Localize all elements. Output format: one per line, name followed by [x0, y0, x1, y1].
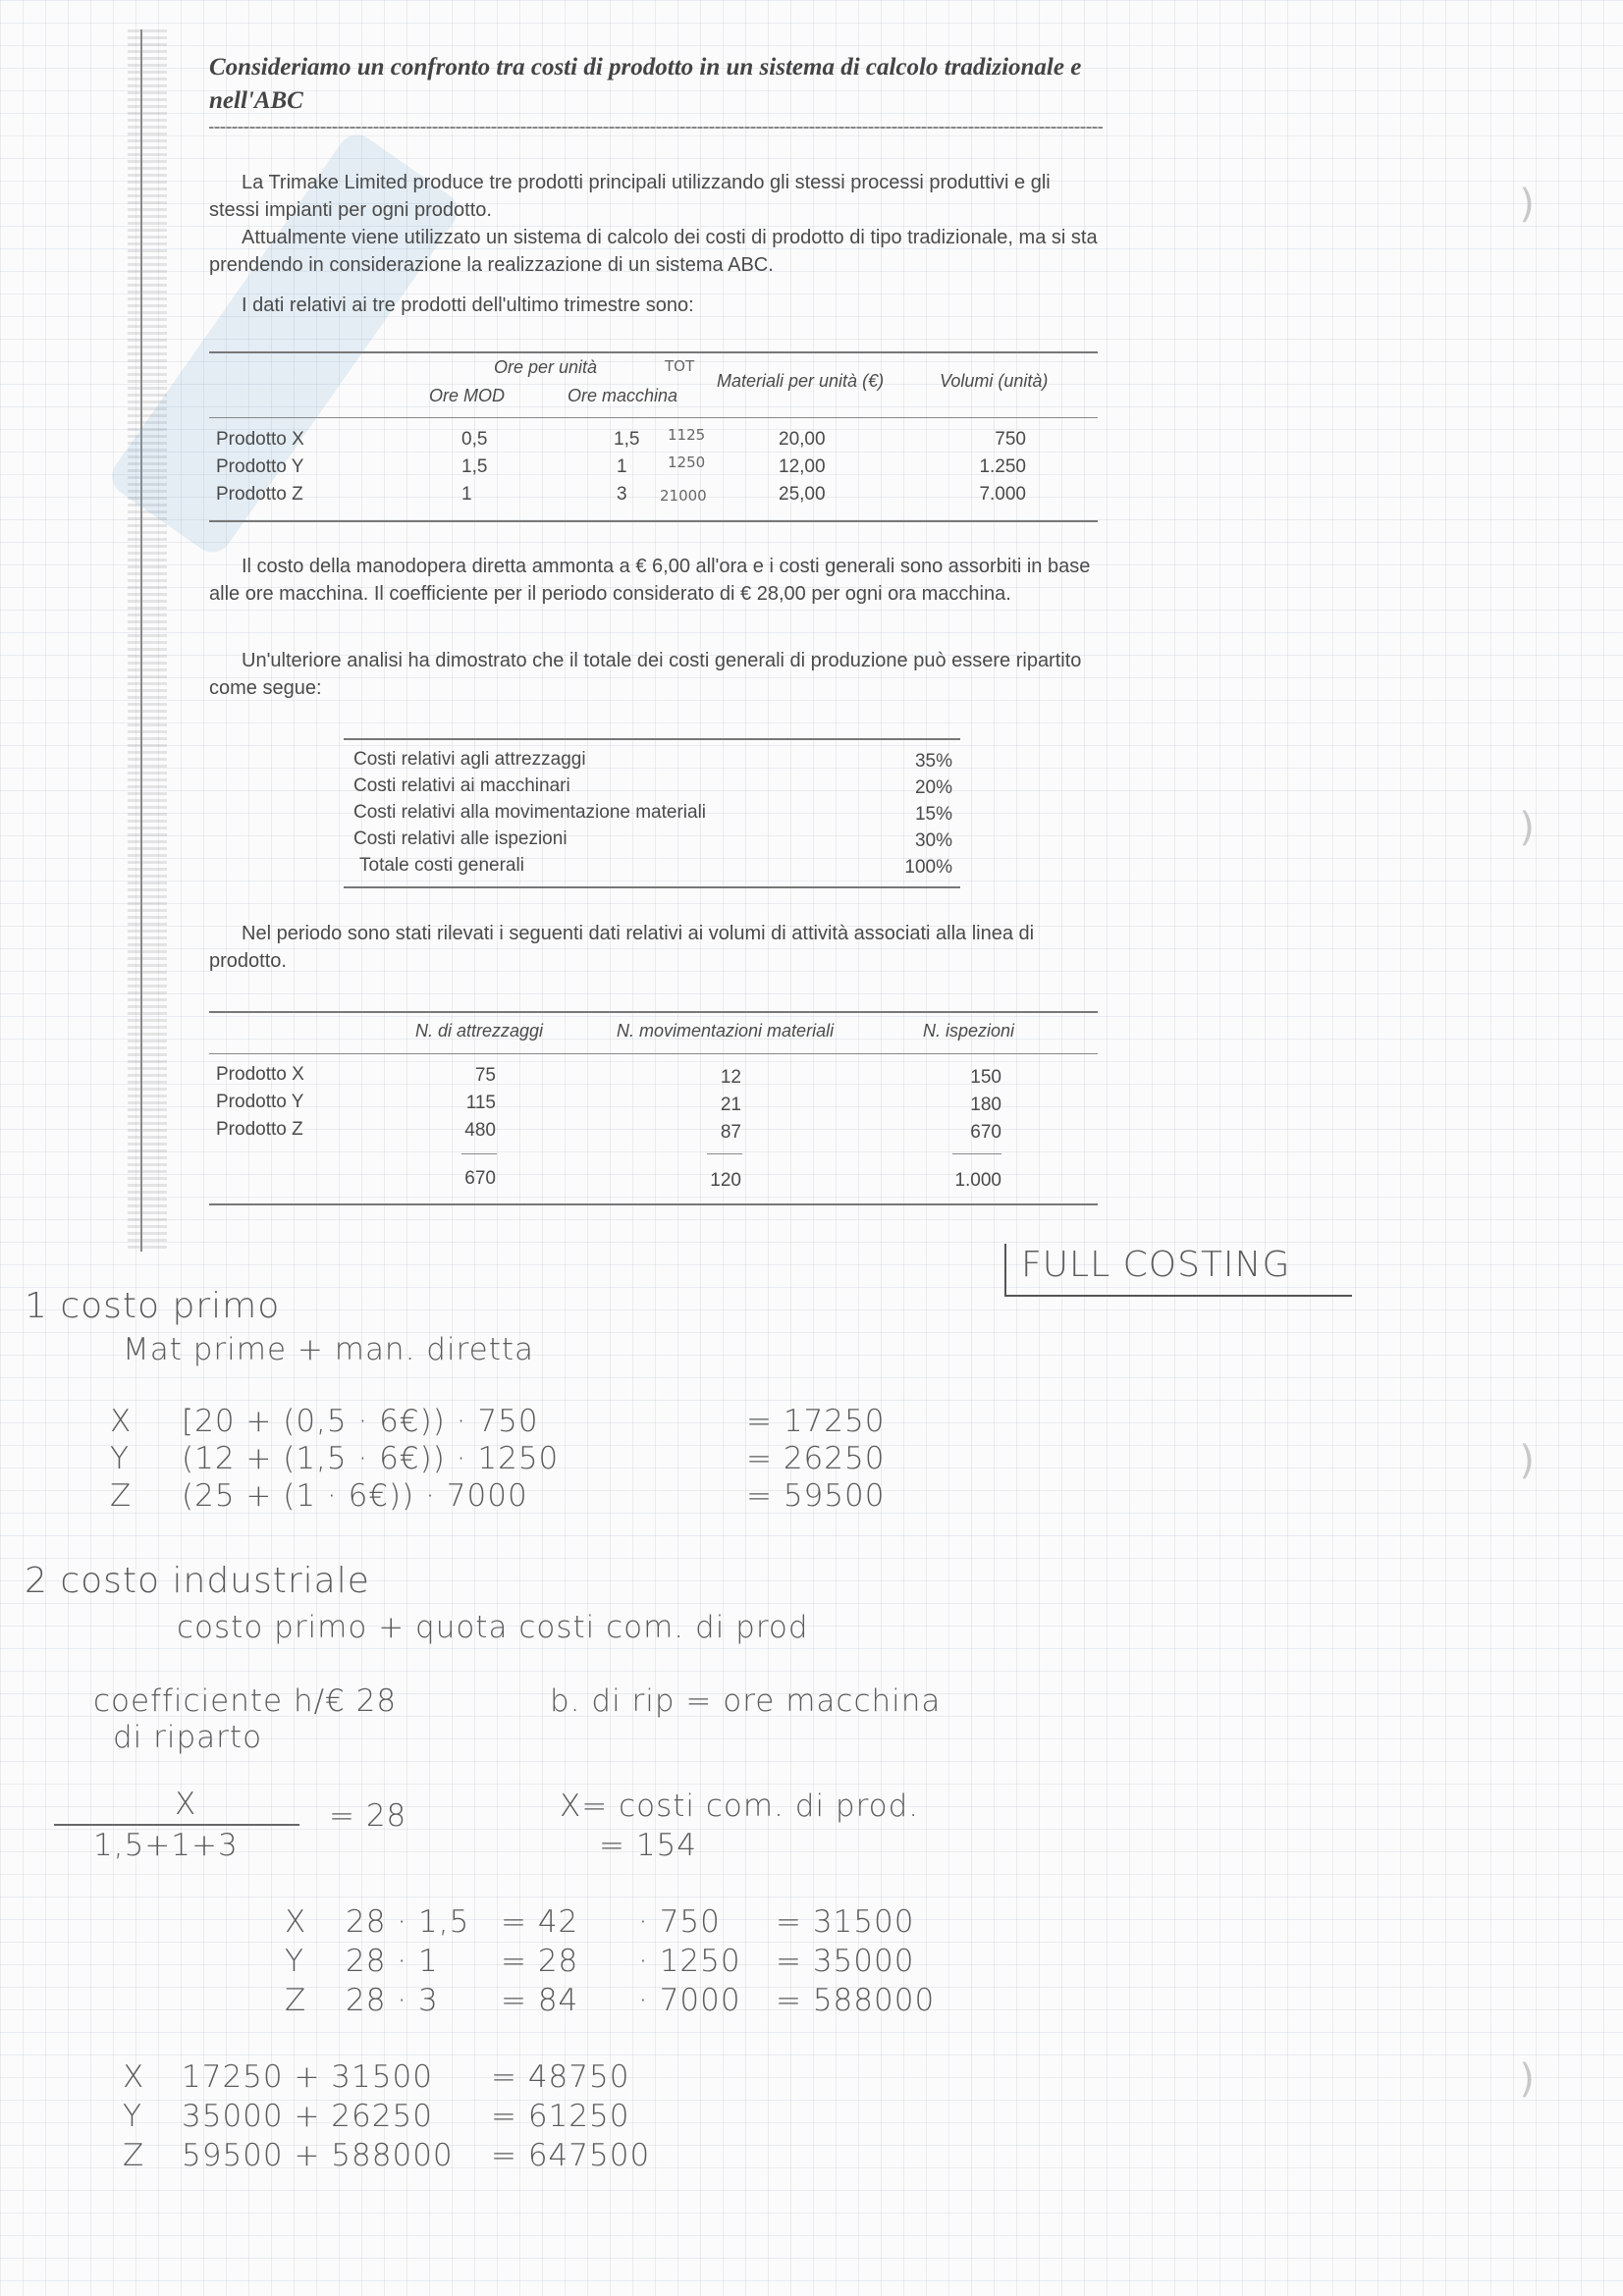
x-value: = 154: [599, 1828, 697, 1863]
table1-mod: 1: [461, 484, 472, 505]
intro-paragraph-2: Attualmente viene utilizzato un sistema di calcolo dei costi di prodotto di tipo tradizionale, ma si sta prendendo in considerazione la realizzazione di un sistema ABC.: [209, 227, 1098, 276]
product-letter: Y: [110, 1441, 130, 1476]
calc-result: = 31500: [776, 1904, 915, 1940]
table3-header-attrezzaggi: N. di attrezzaggi: [415, 1021, 544, 1041]
table2-value: 15%: [914, 804, 952, 825]
sum-result: = 61250: [491, 2099, 630, 2134]
calc-intermediate: = 84: [501, 1983, 579, 2018]
table1-group-header: Ore per unità: [494, 357, 598, 377]
table3-sum-rule-a: [461, 1153, 497, 1154]
intro-paragraph-1: La Trimake Limited produce tre prodotti principali utilizzando gli stessi processi produttivi e gli stessi impianti per ogni prodotto.: [209, 172, 1051, 221]
sum-expression: 59500 + 588000: [182, 2138, 454, 2173]
calc-multiplier: · 750: [638, 1904, 721, 1940]
calc-expression: (12 + (1,5 · 6€)) · 1250: [182, 1441, 560, 1476]
table3-sum-rule-i: [952, 1153, 1001, 1154]
calc-expression: (25 + (1 · 6€)) · 7000: [182, 1478, 528, 1514]
x-definition: X= costi com. di prod.: [560, 1789, 920, 1824]
bracket-mark-4: ): [1519, 2056, 1535, 2102]
table3-product-name: Prodotto X: [216, 1064, 304, 1085]
calc-expression: 28 · 3: [346, 1983, 439, 2018]
table3-product-name: Prodotto Y: [216, 1092, 304, 1112]
allocation-base-note: b. di rip = ore macchina: [550, 1683, 942, 1719]
calc-expression: 28 · 1,5: [346, 1904, 470, 1940]
table3-ispezioni: 670: [970, 1122, 1001, 1143]
table3-header-movimentazioni: N. movimentazioni materiali: [617, 1021, 835, 1041]
calc-multiplier: · 1250: [638, 1944, 741, 1979]
section2-subtitle: costo primo + quota costi com. di prod: [177, 1610, 809, 1645]
fraction-numerator: X: [175, 1787, 197, 1822]
bracket-mark-3: ): [1519, 1438, 1535, 1483]
pencil-note-y: 1250: [668, 454, 706, 471]
calc-result: = 35000: [776, 1944, 915, 1979]
table3-attrezzaggi: 115: [465, 1093, 496, 1113]
table1-top-rule: [209, 351, 1098, 353]
table3-sum-rule-m: [707, 1153, 742, 1154]
pencil-note-x: 1125: [668, 426, 706, 444]
product-letter: Z: [123, 2138, 145, 2173]
table2-label: Costi relativi alla movimentazione materiali: [353, 802, 707, 823]
table1-materiali: 12,00: [779, 456, 826, 477]
fraction-denominator: 1,5+1+3: [93, 1828, 239, 1863]
pencil-tot-note: TOT: [665, 357, 695, 375]
table3-ispezioni: 150: [970, 1067, 1001, 1088]
calc-result: = 588000: [776, 1983, 936, 2018]
activity-paragraph: Nel periodo sono stati rilevati i seguenti dati relativi ai volumi di attività associati alla linea di prodotto.: [209, 923, 1035, 972]
table1-product-name: Prodotto Y: [216, 456, 304, 477]
table3-bottom-rule: [209, 1203, 1098, 1205]
table1-volumi: 1.250: [979, 456, 1026, 477]
pencil-note-z: 21000: [660, 487, 707, 505]
table1-bottom-rule: [209, 520, 1098, 522]
table3-attrezzaggi: 75: [474, 1065, 496, 1086]
table1-volumi: 750: [995, 429, 1026, 450]
table1-header-rule: [209, 417, 1098, 418]
table3-movimentazioni: 87: [720, 1122, 741, 1143]
table3-header-ispezioni: N. ispezioni: [923, 1021, 1015, 1041]
table1-volumi: 7.000: [979, 484, 1026, 505]
product-letter: Z: [110, 1478, 133, 1514]
calc-expression: [20 + (0,5 · 6€)) · 750: [182, 1404, 539, 1439]
table3-total-attrezzaggi: 670: [464, 1168, 496, 1189]
calc-expression: 28 · 1: [346, 1944, 439, 1979]
calc-intermediate: = 42: [501, 1904, 579, 1940]
table1-header-materiali: Materiali per unità (€): [717, 371, 885, 391]
fraction-result: = 28: [329, 1798, 407, 1834]
table3-movimentazioni: 12: [720, 1067, 741, 1088]
table1-header-mod: Ore MOD: [429, 386, 506, 405]
table2-value: 20%: [914, 777, 952, 798]
table2-top-rule: [344, 738, 960, 740]
table2-label: Costi relativi agli attrezzaggi: [353, 749, 586, 770]
table2-bottom-rule: [344, 886, 960, 888]
table2-value: 35%: [914, 751, 952, 772]
table2-value: 30%: [914, 830, 952, 851]
calc-result: = 59500: [746, 1478, 886, 1514]
table2-label: Costi relativi alle ispezioni: [353, 828, 568, 849]
page-title: Consideriamo un confronto tra costi di prodotto in un sistema di calcolo tradizionale e nell'ABC: [209, 54, 1082, 114]
table3-product-name: Prodotto Z: [216, 1119, 303, 1140]
overhead-paragraph: Un'ulteriore analisi ha dimostrato che il totale dei costi generali di produzione può essere ripartito come segue:: [209, 650, 1082, 699]
sum-expression: 17250 + 31500: [182, 2059, 433, 2095]
table1-macchina: 3: [617, 484, 627, 505]
table3-attrezzaggi: 480: [464, 1120, 496, 1141]
calc-intermediate: = 28: [501, 1944, 579, 1979]
section1-subtitle: Mat prime + man. diretta: [123, 1332, 535, 1367]
table3-total-ispezioni: 1.000: [954, 1170, 1001, 1191]
calc-multiplier: · 7000: [638, 1983, 741, 2018]
table1-header-volumi: Volumi (unità): [940, 371, 1049, 391]
table2-label: Costi relativi ai macchinari: [353, 775, 570, 796]
bracket-mark-1: ): [1519, 182, 1535, 227]
table3-header-rule: [209, 1053, 1098, 1054]
table3-movimentazioni: 21: [720, 1095, 741, 1115]
table1-mod: 0,5: [461, 429, 488, 450]
bracket-mark-2: ): [1519, 805, 1535, 850]
full-costing-label: FULL COSTING: [1021, 1245, 1291, 1285]
table1-materiali: 25,00: [779, 484, 826, 505]
calc-result: = 26250: [746, 1441, 886, 1476]
calc-result: = 17250: [746, 1404, 886, 1439]
coefficient-note: coefficiente h/€ 28: [93, 1683, 398, 1719]
riparto-note: di riparto: [113, 1720, 263, 1755]
fraction-bar: [54, 1824, 299, 1826]
table1-macchina: 1,5: [614, 429, 640, 450]
labor-paragraph: Il costo della manodopera diretta ammonta a € 6,00 all'ora e i costi generali sono assorbiti in base alle ore macchina. Il coefficiente per il periodo considerato di € 28,00 per ogni ora macchina.: [209, 556, 1091, 605]
product-letter: X: [110, 1404, 133, 1439]
sum-expression: 35000 + 26250: [182, 2099, 433, 2134]
product-letter: Y: [123, 2099, 142, 2134]
table1-macchina: 1: [617, 456, 627, 477]
product-letter: X: [285, 1904, 307, 1940]
intro-paragraph-3: I dati relativi ai tre prodotti dell'ultimo trimestre sono:: [242, 294, 694, 316]
table1-product-name: Prodotto Z: [216, 484, 303, 505]
title-divider: [209, 127, 1103, 129]
section1-title: 1 costo primo: [25, 1286, 281, 1326]
table3-total-movimentazioni: 120: [710, 1170, 741, 1191]
section2-title: 2 costo industriale: [25, 1561, 370, 1601]
table3-ispezioni: 180: [970, 1095, 1001, 1115]
table1-mod: 1,5: [461, 456, 488, 477]
sum-result: = 48750: [491, 2059, 630, 2095]
table2-total-label: Totale costi generali: [359, 855, 524, 876]
product-letter: Y: [285, 1944, 304, 1979]
sum-result: = 647500: [491, 2138, 651, 2173]
table1-product-name: Prodotto X: [216, 429, 304, 450]
table1-materiali: 20,00: [779, 429, 826, 450]
product-letter: X: [123, 2059, 145, 2095]
table1-header-macchina: Ore macchina: [568, 386, 678, 405]
product-letter: Z: [285, 1983, 307, 2018]
table2-total-value: 100%: [904, 857, 952, 878]
table3-top-rule: [209, 1011, 1098, 1013]
